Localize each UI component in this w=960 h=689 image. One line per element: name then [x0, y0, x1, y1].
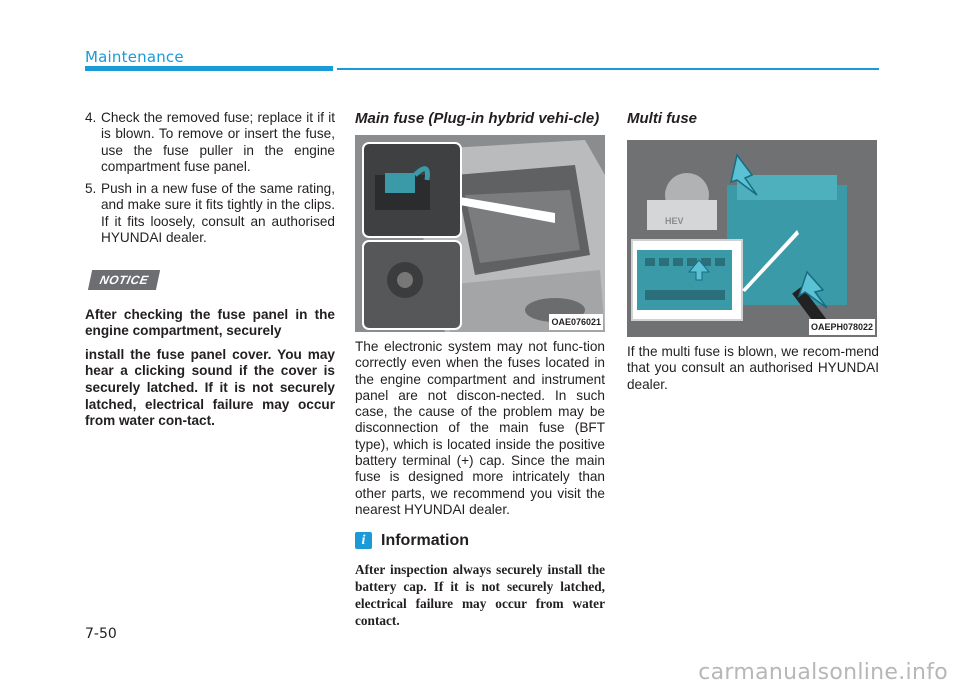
header-rule: [337, 68, 879, 70]
notice-badge: NOTICE: [88, 270, 161, 290]
main-fuse-paragraph: The electronic system may not func-tion correctly even when the fuses located in the engine compartment and instrument panel are not discon-nected. In such case, the cause of the problem may be disconnection of the main fuse (BFT type), which is located inside the positive battery terminal (+) cap. Since the main fuse is designed more intricately than other parts, we recommend you visit the nearest HYUNDAI dealer.: [355, 339, 605, 517]
step-text: Push in a new fuse of the same rating, and make sure it fits tightly in the clips. If it fits loosely, consult an authorised HYUNDAI dealer.: [101, 181, 335, 246]
information-header: [355, 532, 605, 549]
engine-fusebox-illustration: [627, 140, 877, 337]
figure-code: OAEPH078022: [809, 319, 875, 335]
step-number: 4.: [85, 110, 97, 125]
step-5: [85, 181, 335, 246]
step-text: Check the removed fuse; replace it if it is blown. To remove or insert the fuse, use the fuse puller in the engine compartment fuse panel.: [101, 110, 335, 174]
hev-label: HEV: [665, 216, 684, 226]
column-middle: [355, 110, 605, 629]
column-left: [85, 110, 335, 437]
step-number: 5.: [85, 181, 97, 197]
section-title: Maintenance: [85, 48, 184, 66]
info-icon: i: [355, 532, 372, 549]
car-trunk-illustration: [355, 135, 605, 332]
header-bar: [85, 66, 333, 71]
main-fuse-figure: [355, 135, 605, 332]
multi-fuse-figure: [627, 140, 877, 337]
step-4: [85, 110, 335, 175]
notice-paragraph: install the fuse panel cover. You may hear a clicking sound if the cover is securely latched. If it is not securely latched, electrical failure may occur from water con-tact.: [85, 346, 335, 429]
figure-code: OAE076021: [549, 314, 603, 330]
information-title: Information: [381, 531, 469, 549]
information-text: After inspection always securely install the battery cap. If it is not securely latched, electrical failure may occur from water contact.: [355, 562, 605, 629]
notice-paragraph: After checking the fuse panel in the engine compartment, securely: [85, 306, 335, 339]
page-number: 7-50: [85, 626, 117, 642]
main-fuse-title: Main fuse (Plug-in hybrid vehi-cle): [355, 110, 600, 127]
multi-fuse-paragraph: If the multi fuse is blown, we recom-mend that you consult an authorised HYUNDAI dealer.: [627, 344, 879, 392]
column-right: [627, 110, 879, 393]
multi-fuse-title: Multi fuse: [627, 110, 697, 127]
watermark: carmanualsonline.info: [698, 660, 948, 685]
